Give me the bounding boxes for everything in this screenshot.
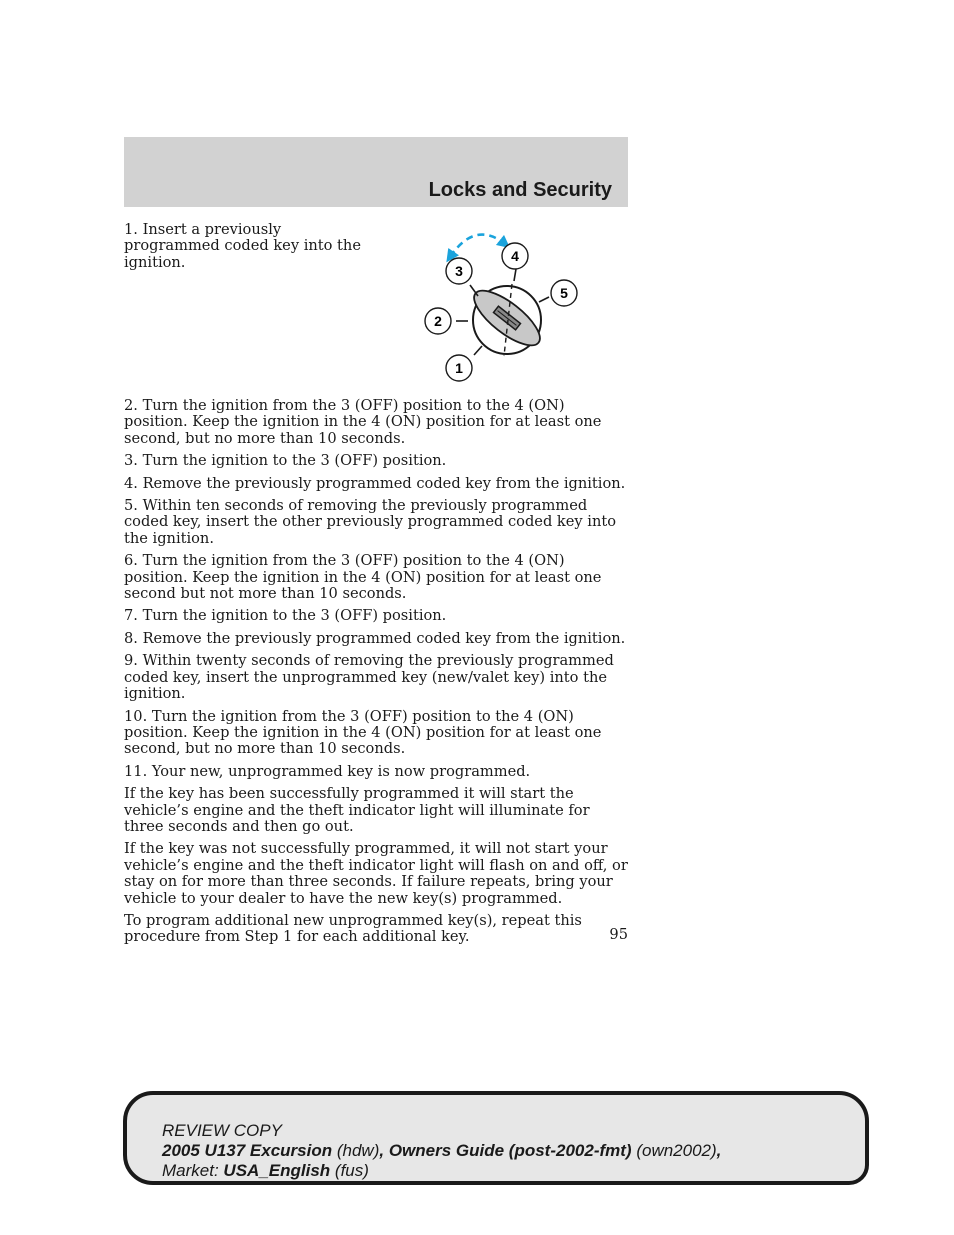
instructions-body	[124, 398, 630, 952]
step-7-text: 7. Turn the ignition to the 3 (OFF) position.	[124, 607, 447, 625]
step-4-text: 4. Remove the previously programmed coded key from the ignition.	[124, 474, 626, 492]
step-9-text: 9. Within twenty seconds of removing the previously programmed coded key, insert the unprogrammed key (new/valet key) into the ignition.	[124, 652, 614, 703]
model-code: (hdw)	[336, 1141, 380, 1160]
publication-line	[162, 1141, 721, 1161]
svg-text:3: 3	[455, 263, 463, 279]
section-title: Locks and Security	[428, 179, 612, 201]
page-number: 95	[609, 926, 628, 943]
step-10-text: 10. Turn the ignition from the 3 (OFF) position to the 4 (ON) position. Keep the ignition in the 4 (ON) position for at least one second, but no more than 10 seconds.	[124, 707, 602, 758]
review-copy-footer	[123, 1091, 869, 1185]
position-label-4	[502, 243, 528, 269]
failure-paragraph: If the key was not successfully programmed, it will not start your vehicle’s engine and the theft indicator light will flash on and off, or stay on for more than three seconds. If failure repeats, bring your vehicle to your dealer to have the new key(s) programmed.	[124, 840, 628, 907]
guide-name: Owners Guide (post-2002-fmt)	[388, 1141, 632, 1160]
model-name: 2005 U137 Excursion	[162, 1141, 333, 1160]
separator: ,	[716, 1141, 722, 1160]
market-code: (fus)	[334, 1161, 369, 1180]
step-3-text: 3. Turn the ignition to the 3 (OFF) position.	[124, 452, 447, 470]
guide-code: (own2002)	[636, 1141, 717, 1160]
section-header	[124, 137, 628, 207]
svg-text:4: 4	[511, 248, 519, 264]
svg-text:1: 1	[455, 360, 463, 376]
position-label-2	[425, 308, 451, 334]
separator: ,	[379, 1141, 385, 1160]
svg-text:2: 2	[434, 313, 442, 329]
market-label: Market:	[162, 1161, 219, 1180]
success-paragraph: If the key has been successfully programmed it will start the vehicle’s engine and the theft indicator light will illuminate for three seconds and then go out.	[124, 785, 590, 835]
svg-text:5: 5	[560, 285, 568, 301]
ignition-diagram	[420, 222, 590, 390]
market-value: USA_English	[223, 1161, 331, 1180]
rotation-arrow	[450, 235, 505, 257]
step-6-text: 6. Turn the ignition from the 3 (OFF) position to the 4 (ON) position. Keep the ignition in the 4 (ON) position for at least one second but not more than 10 seconds.	[124, 552, 602, 603]
review-copy-label: REVIEW COPY	[162, 1121, 282, 1140]
step-2-text: 2. Turn the ignition from the 3 (OFF) position to the 4 (ON) position. Keep the ignition in the 4 (ON) position for at least one second, but no more than 10 seconds.	[124, 397, 602, 447]
step-8-text: 8. Remove the previously programmed coded key from the ignition.	[124, 629, 626, 647]
market-line	[162, 1161, 721, 1181]
position-label-5	[551, 280, 577, 306]
position-label-3	[446, 258, 472, 284]
step-1-text: 1. Insert a previously programmed coded key into the ignition.	[124, 221, 361, 271]
step-5-text: 5. Within ten seconds of removing the previously programmed coded key, insert the other previously programmed coded key into the ignition.	[124, 497, 617, 547]
step-11-text: 11. Your new, unprogrammed key is now programmed.	[124, 762, 531, 780]
position-label-1	[446, 355, 472, 381]
additional-keys-paragraph: To program additional new unprogrammed key(s), repeat this procedure from Step 1 for each additional key.	[124, 911, 582, 946]
